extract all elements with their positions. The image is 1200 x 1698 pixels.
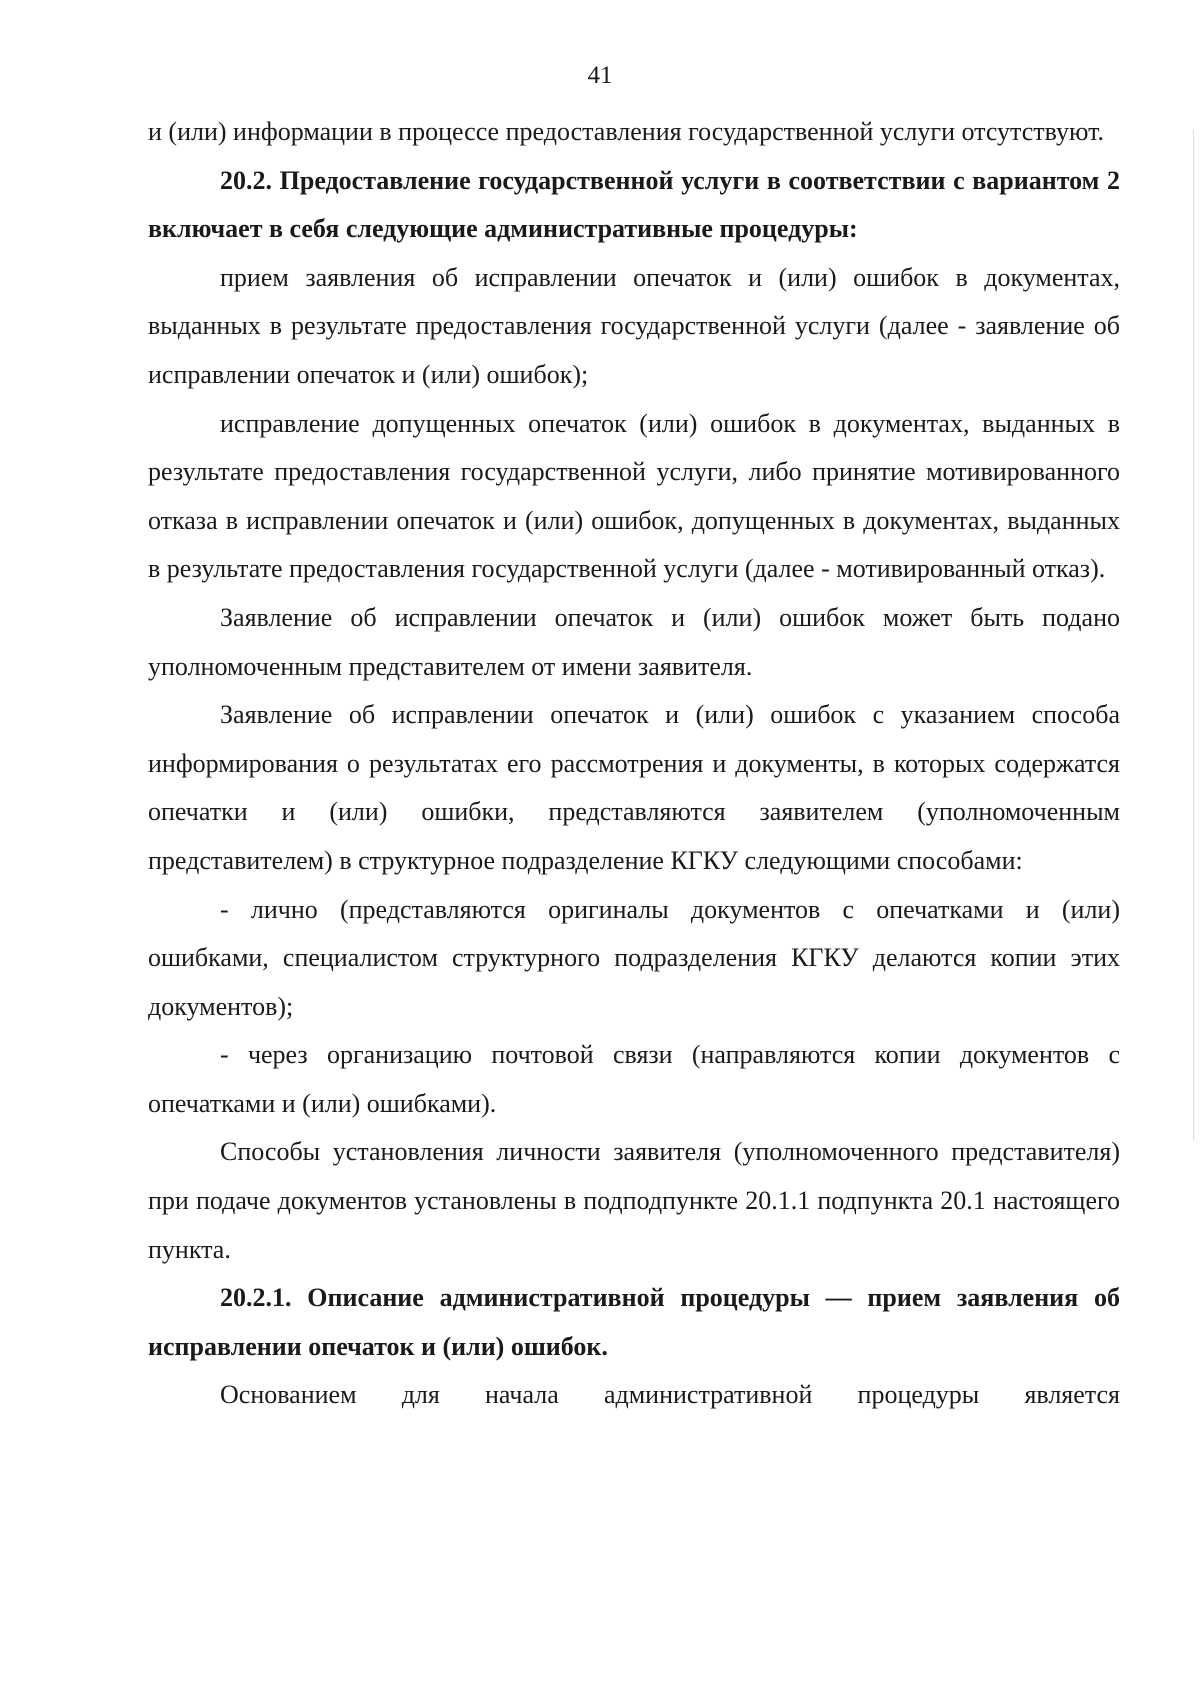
paragraph-representative: Заявление об исправлении опечаток и (или) ошибок может быть подано уполномоченным представителем от имени заявителя. [148, 602, 1120, 681]
section-heading-20-2-1: 20.2.1. Описание административной процедуры — прием заявления об исправлении опечаток и (или) ошибок. [148, 1283, 1120, 1361]
paragraph-procedure-2: исправление допущенных опечаток (или) ошибок в документах, выданных в результате предоставления государственной услуги, либо принятие мотивированного отказа в исправлении опечаток и (или) ошибок, допущенных в документах, выданных в результате предоставления государственной услуги (далее - мотивированный отказ). [148, 408, 1120, 584]
section-heading-20-2: 20.2. Предоставление государственной услуги в соответствии с вариантом 2 включает в себя следующие административные процедуры: [148, 165, 1120, 244]
list-item-in-person: - лично (представляются оригиналы документов с опечатками и (или) ошибками, специалистом структурного подразделения КГКУ делаются копии этих документов); [148, 894, 1120, 1021]
paragraph-continuation: и (или) информации в процессе предоставления государственной услуги отсутствуют. [148, 117, 1104, 146]
paragraph-identification: Способы установления личности заявителя (уполномоченного представителя) при подаче документов установлены в подподпункте 20.1.1 подпункта 20.1 настоящего пункта. [148, 1137, 1120, 1264]
document-body [148, 108, 1120, 1420]
paragraph-submission: Заявление об исправлении опечаток и (или) ошибок с указанием способа информирования о результатах его рассмотрения и документы, в которых содержатся опечатки и (или) ошибки, представляются заявителем (уполномоченным представителем) в структурное подразделение КГКУ следующими способами: [148, 700, 1120, 875]
paragraph-basis: Основанием для начала административной процедуры является [220, 1380, 1120, 1410]
page-number: 41 [587, 62, 613, 89]
paragraph-procedure-1: прием заявления об исправлении опечаток и (или) ошибок в документах, выданных в результате предоставления государственной услуги (далее - заявление об исправлении опечаток и (или) ошибок); [148, 262, 1120, 389]
scan-edge-line [1193, 130, 1194, 1140]
list-item-postal: - через организацию почтовой связи (направляются копии документов с опечатками и (или) ошибками). [148, 1040, 1120, 1118]
